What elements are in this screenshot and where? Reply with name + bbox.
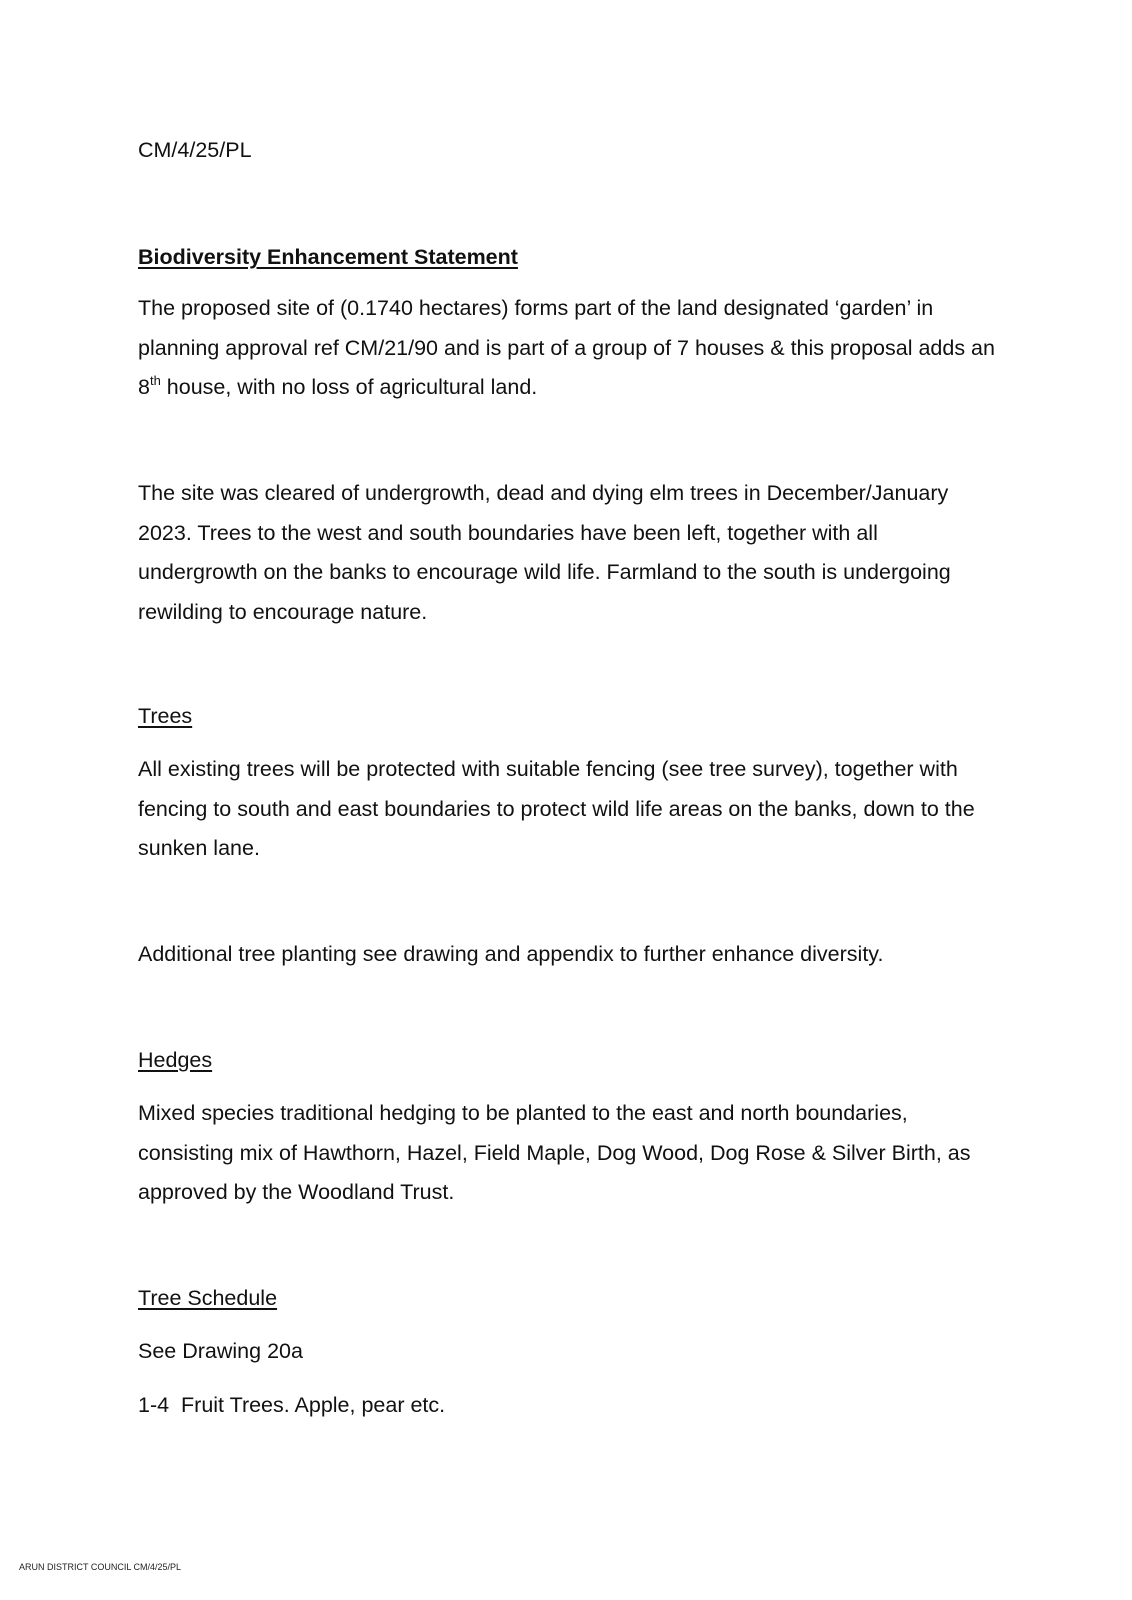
trees-paragraph-1: All existing trees will be protected with suitable fencing (see tree survey), together with fencing to south and east boundaries to protect wild life areas on the banks, down to the sunken lane. (138, 757, 975, 860)
tree-schedule-drawing: See Drawing 20a (138, 1339, 303, 1363)
hedges-heading: Hedges (138, 1048, 213, 1072)
page-footer: ARUN DISTRICT COUNCIL CM/4/25/PL (19, 1562, 182, 1572)
intro-text-a: The proposed site of (0.1740 hectares) forms part of the land designated ‘garden’ in planning approval ref CM/21/90 and is part of a group of 7 houses & this proposal adds an 8 (138, 296, 995, 399)
trees-heading: Trees (138, 704, 193, 728)
trees-paragraph-2: Additional tree planting see drawing and appendix to further enhance diversity. (138, 942, 884, 966)
tree-schedule-heading: Tree Schedule (138, 1286, 278, 1310)
tree-schedule-item: 1-4 Fruit Trees. Apple, pear etc. (138, 1393, 446, 1417)
ordinal-suffix: th (149, 373, 161, 388)
document-reference: CM/4/25/PL (138, 138, 252, 162)
hedges-paragraph: Mixed species traditional hedging to be planted to the east and north boundaries, consisting mix of Hawthorn, Hazel, Field Maple, Dog Wood, Dog Rose & Silver Birth, as approved by the Woodland Trust. (138, 1101, 971, 1204)
intro-text-b: house, with no loss of agricultural land. (160, 375, 538, 399)
intro-paragraph-2: The site was cleared of undergrowth, dead and dying elm trees in December/January 2023. Trees to the west and south boundaries have been left, together with all undergrowth on the banks to encourage wild life. Farmland to the south is undergoing rewilding to encourage nature. (138, 481, 951, 624)
document-title: Biodiversity Enhancement Statement (138, 245, 518, 269)
intro-paragraph-1 (138, 289, 998, 408)
